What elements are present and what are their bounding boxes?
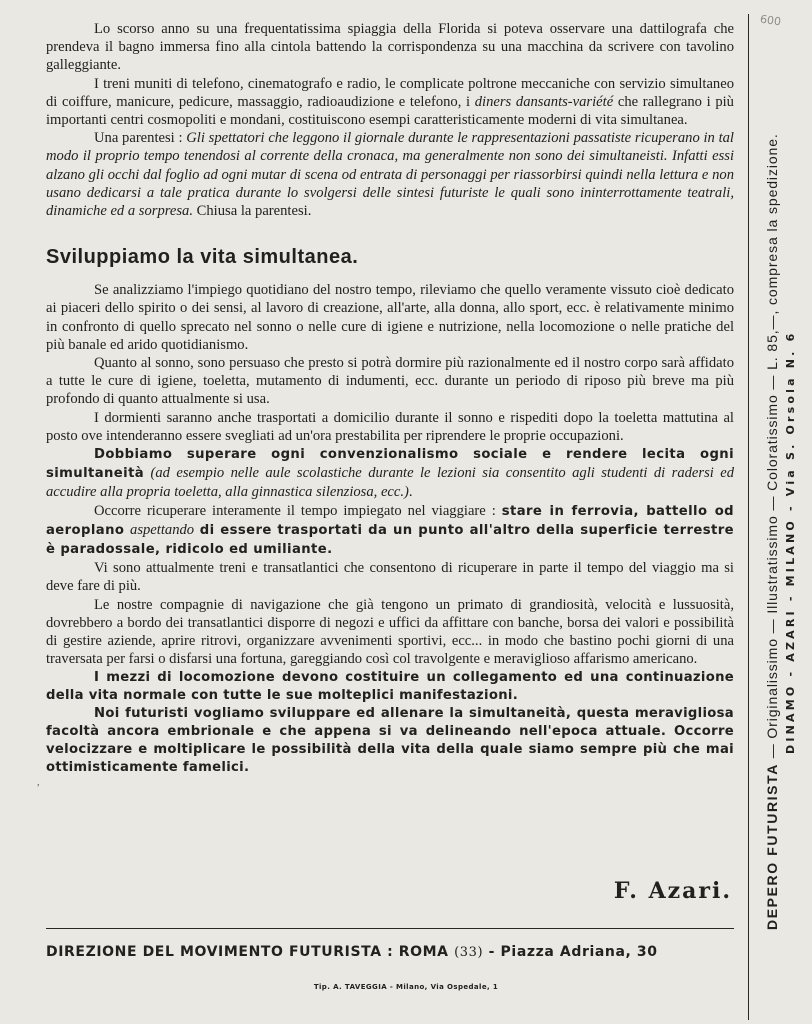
side-rest: — Originalissimo — Illustratissimo — Coloratissimo — L. 85,—, compresa la spedizione. xyxy=(764,133,780,764)
paragraph-impiego: Se analizziamo l'impiego quotidiano del nostro tempo, rileviamo che quello veramente vissuto cioè dedicato ai piaceri dello spirito o dei sensi, al lavoro di creazione, all'arte, alla donna, allo sport, ecc. è relativamente minimo in confronto di quello sprecato nel sonno o nelle cure di igiene e nutrizione, nella locomozione o nelle pratiche del più banale ed arido quotidianismo. xyxy=(46,282,734,353)
bold-paragraph-mezzi: I mezzi di locomozione devono costituire un collegamento ed una continuazione della vita normale con tutte le sue molteplici manifestazioni. xyxy=(46,669,734,703)
side-divider xyxy=(748,14,749,1020)
footer-rule xyxy=(46,928,734,929)
occorre-text: Occorre ricuperare interamente il tempo impiegato nel viaggiare : xyxy=(94,502,502,519)
paragraph-treni xyxy=(46,75,734,130)
bold-paragraph-futuristi: Noi futuristi vogliamo sviluppare ed allenare la simultaneità, questa meravigliosa facoltà ancora embrionale e che appena si va delineando nell'epoca attuale. Occorre velocizzare e moltiplicare le possibilità della vita della quale siamo sempre più che mai ottimisticamente famelici. xyxy=(46,705,734,775)
side-line-main xyxy=(762,90,782,930)
signature: F. Azari. xyxy=(613,878,732,904)
parentesi-italic: Gli spettatori che leggono il giornale durante le rappresentazioni passatiste ricuperano in tal modo il proprio tempo tenendosi al corrente della cronaca, ma generalmente non sono dei simultaneisti. Infatti essi alzano gli occhi dal foglio ad ogni mutar di scena od entrata di personaggi per riassorbirsi quindi nella lettura e non usano dedicarsi a tale pratica durante lo svolgersi delle sintesi futuriste le quali sono ininterrottamente teatrali, dinamiche ed a sorpresa. xyxy=(46,130,734,220)
parentesi-lead: Una parentesi : xyxy=(94,130,187,147)
ink-mark: , xyxy=(37,777,40,788)
paragraph-treni-end: che rallegrano i più importanti centri cosmopoliti e mondani, costituiscono esempi caratteristicamente moderni di vita simultanea. xyxy=(46,93,734,129)
dobbiamo-bold: Dobbiamo superare ogni convenzionalismo sociale e rendere lecita ogni simultaneità xyxy=(46,447,734,482)
footer-left: DIREZIONE DEL MOVIMENTO FUTURISTA : ROMA xyxy=(46,944,449,960)
parentesi-close: Chiusa la parentesi. xyxy=(193,203,312,220)
paragraph-dobbiamo xyxy=(46,445,734,502)
paragraph-sonno: Quanto al sonno, sono persuaso che presto si potrà dormire più razionalmente ed il nostro corpo sarà affidato a tutte le cure di igiene, toeletta, mutamento di indumenti, ecc. durante un periodo di riposo più breve ma più profondo di quanto attualmente si usa. xyxy=(46,355,734,408)
paragraph-treni-text: I treni muniti di telefono, cinematografo e radio, le complicate poltrone meccaniche con servizio simultaneo di coiffure, manicure, pedicure, massaggio, radioaudizione e telefono, i xyxy=(46,75,734,110)
paragraph-parentesi xyxy=(46,129,734,220)
occorre-bold2: di essere trasportati da un punto all'altro della superficie terrestre è paradossale, ridicolo ed umiliante. xyxy=(46,522,734,558)
footer-right: - Piazza Adriana, 30 xyxy=(483,944,658,960)
footer-num: (33) xyxy=(454,945,484,960)
side-title: DEPERO FUTURISTA xyxy=(764,763,780,930)
paragraph-compagnie: Le nostre compagnie di navigazione che già tengono un primato di grandiosità, velocità e lussuosità, dovrebbero a bordo dei transatlantici disporre di negozi e uffici da affittare con banche, borsa dei valori e possibilità di gestire aziende, aprire ritrovi, organizzare avvenimenti sportivi, ecc... in modo che bastino pochi giorni di una traversata per farsi o disfarsi una fortuna, gareggiando così col travolgente e meraviglioso affarismo americano. xyxy=(46,596,734,668)
paragraph-florida: Lo scorso anno su una frequentatissima spiaggia della Florida si poteva osservare una dattilografa che prendeva il bagno immersa fino alla cintola battendo la corrispondenza su una macchina da scrivere con tavolino galleggiante. xyxy=(46,21,734,74)
paragraph-dormienti: I dormienti saranno anche trasportati a domicilio durante il sonno e rispediti dopo la toeletta mattutina al posto ove intenderanno essere svegliati ad un'ora prestabilita per riprendere le proprie occupazioni. xyxy=(46,409,734,444)
printer-credit: Tip. A. TAVEGGIA - Milano, Via Ospedale, 1 xyxy=(313,983,499,991)
paragraph-treni-transatlantici: Vi sono attualmente treni e transatlantici che consentono di ricuperare in parte il tempo del viaggio ma si deve fare di più. xyxy=(46,560,734,595)
dobbiamo-italic: (ad esempio nelle aule scolastiche durante le lezioni sia consentito agli studenti di radersi ed accudire alla propria toeletta, alla ginnastica silenziosa, ecc.) xyxy=(46,465,734,501)
diners-italic: diners dansants-variété xyxy=(474,93,614,110)
pencil-annotation: 600 xyxy=(759,12,782,29)
dobbiamo-end: . xyxy=(408,484,413,501)
section-heading: Sviluppiamo la vita simultanea. xyxy=(46,246,359,269)
side-advertisement xyxy=(762,0,812,1024)
paragraph-occorre xyxy=(46,502,734,560)
article-body xyxy=(46,20,734,777)
side-address: DINAMO - AZARI - MILANO - Via S. Orsola N. 6 xyxy=(784,330,797,754)
occorre-italic: aspettando xyxy=(130,521,195,538)
occorre-bold1: stare in ferrovia, battello od aeroplano xyxy=(46,503,734,538)
footer-address xyxy=(46,944,734,960)
